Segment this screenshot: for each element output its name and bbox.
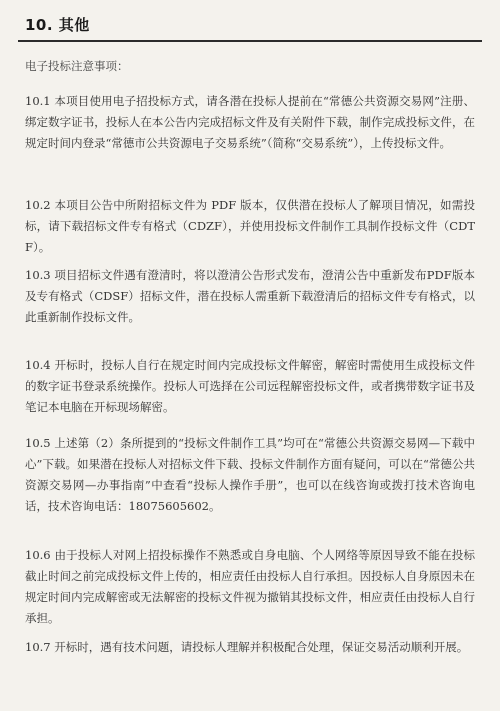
paragraph-10-7: 10.7 开标时，遇有技术问题，请投标人理解并积极配合处理，保证交易活动顺利开展。 xyxy=(25,640,469,654)
paragraph-10-4: 10.4 开标时，投标人自行在规定时间内完成投标文件解密，解密时需使用生成投标文件的数字证书登录系统操作。投标人可选择在公司远程解密投标文件，或者携带数字证书及笔记本电脑在开标现场解密。 xyxy=(25,358,475,414)
paragraph-10-5: 10.5 上述第（2）条所提到的“投标文件制作工具”均可在“常德公共资源交易网—下载中心”下载。如果潜在投标人对招标文件下载、投标文件制作方面有疑问，可以在“常德公共资源交易网—办事指南”中查看“投标人操作手册”，也可以在线咨询或拨打技术咨询电话，技术咨询电话：18075605602。 xyxy=(25,436,475,513)
paragraph-10-3: 10.3 项目招标文件遇有澄清时，将以澄清公告形式发布，澄清公告中重新发布PDF版本及专有格式（CDSF）招标文件，潜在投标人需重新下载澄清后的招标文件专有格式，以此重新制作投标文件。 xyxy=(25,268,475,324)
section-heading: 10. 其他 xyxy=(25,16,90,34)
notice-intro: 电子投标注意事项： xyxy=(25,59,129,73)
paragraph-10-1: 10.1 本项目使用电子招投标方式，请各潜在投标人提前在“常德公共资源交易网”注册、绑定数字证书，投标人在本公告内完成招标文件及有关附件下载，制作完成投标文件，在规定时间内登录“常德市公共资源电子交易系统”（简称“交易系统”），上传投标文件。 xyxy=(25,94,475,150)
paragraph-10-2: 10.2 本项目公告中所附招标文件为 PDF 版本，仅供潜在投标人了解项目情况，如需投标，请下载招标文件专有格式（CDZF），并使用投标文件制作工具制作投标文件（CDTF）。 xyxy=(25,198,475,254)
paragraph-10-6: 10.6 由于投标人对网上招投标操作不熟悉或自身电脑、个人网络等原因导致不能在投标截止时间之前完成投标文件上传的，相应责任由投标人自行承担。因投标人自身原因未在规定时间内完成解密或无法解密的投标文件视为撤销其投标文件，相应责任由投标人自行承担。 xyxy=(25,548,475,625)
heading-divider xyxy=(18,40,482,42)
